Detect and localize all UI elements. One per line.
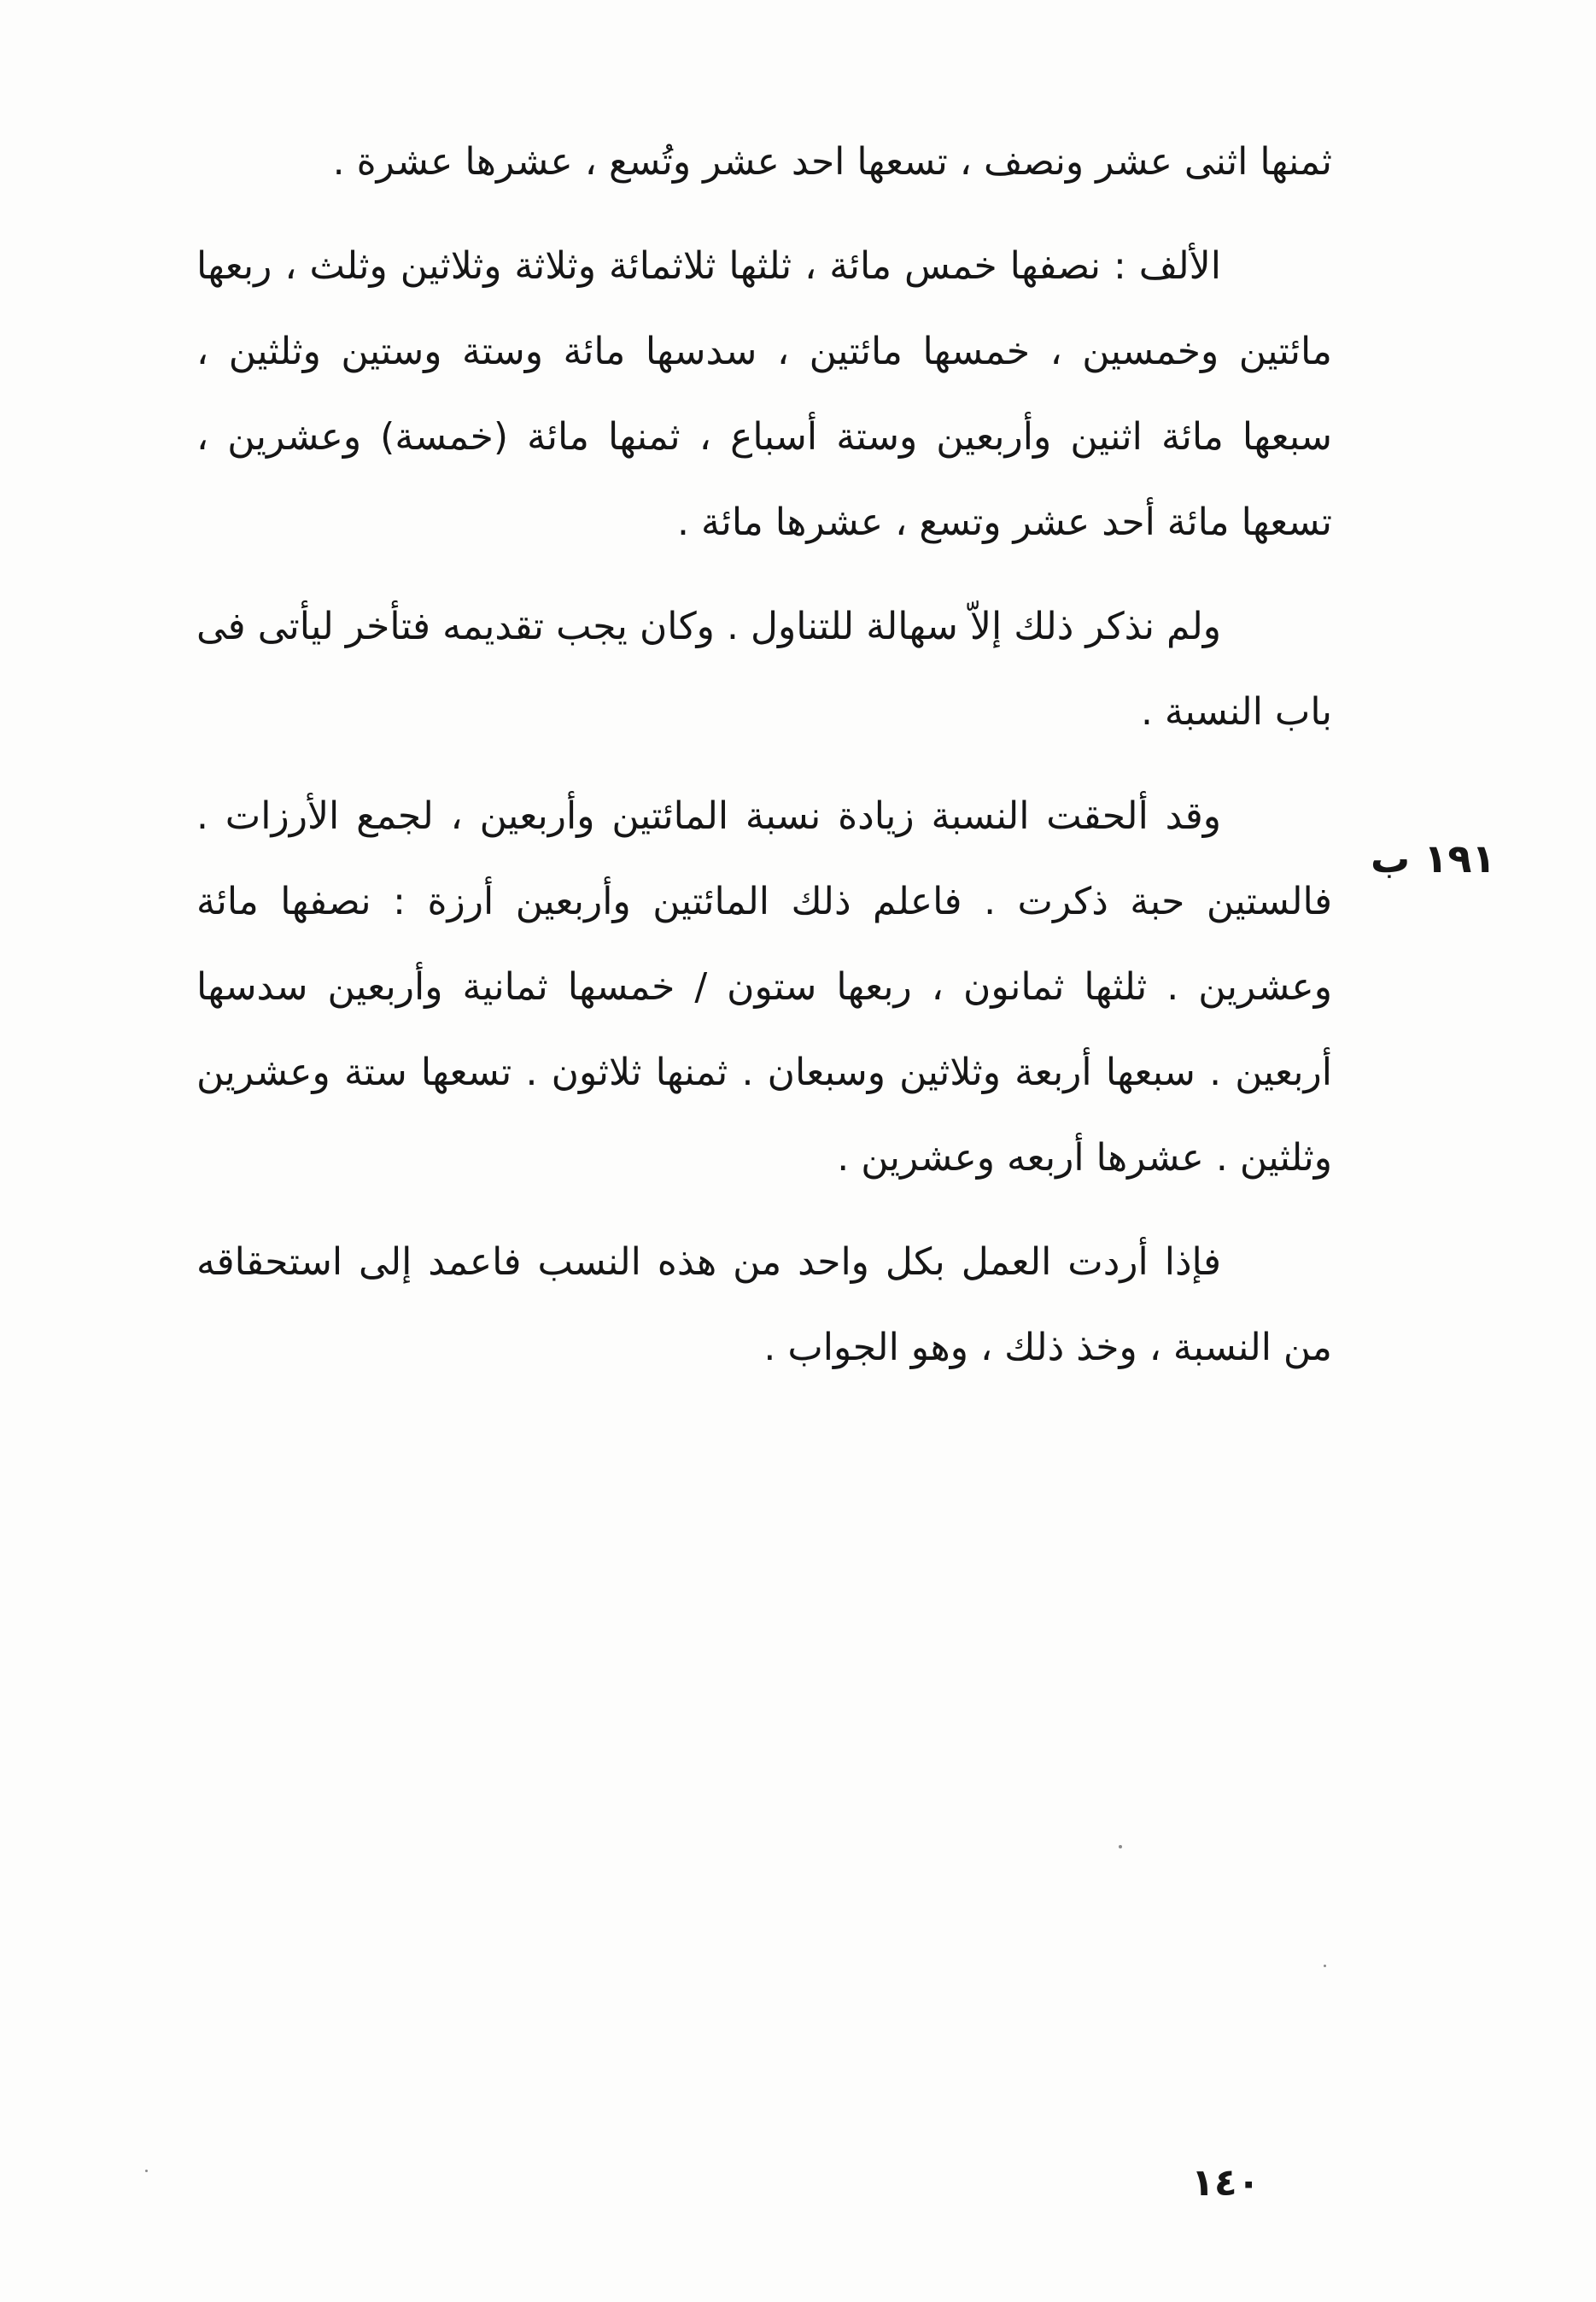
paper-speck <box>1324 1965 1326 1967</box>
paragraph: ثمنها اثنى عشر ونصف ، تسعها احد عشر وتُسع ، عشرها عشرة . <box>332 140 1332 184</box>
main-text <box>196 120 1332 1409</box>
folio-margin-note: ١٩١ ب <box>1371 835 1496 882</box>
paragraph: فإذا أردت العمل بكل واحد من هذه النسب فاعمد إلى استحقاقه من النسبة ، وخذ ذلك ، وهو الجواب . <box>196 1240 1332 1369</box>
paragraph: الألف : نصفها خمس مائة ، ثلثها ثلاثمائة وثلاثة وثلاثين وثلث ، ربعها مائتين وخمسين ، خمسها مائتين ، سدسها مائة وستة وستين وثلثين ، سبعها مائة اثنين وأربعين وستة أسباع ، ثمنها مائة (خمسة) وعشرين ، تسعها مائة أحد عشر وتسع ، عشرها مائة . <box>196 244 1332 544</box>
page-number: ١٤٠ <box>1191 2161 1260 2205</box>
paragraph: وقد ألحقت النسبة زيادة نسبة المائتين وأربعين ، لجمع الأرزات . فالستين حبة ذكرت . فاعلم ذلك المائتين وأربعين أرزة : نصفها مائة وعشرين . ثلثها ثمانون ، ربعها ستون / خمسها ثمانية وأربعين سدسها أربعين . سبعها أربعة وثلاثين وسبعان . ثمنها ثلاثون . تسعها ستة وعشرين وثلثين . عشرها أربعه وعشرين . <box>196 794 1332 1180</box>
paper-speck <box>1119 1845 1122 1848</box>
paper-speck <box>145 2170 148 2172</box>
paragraph: ولم نذكر ذلك إلاّ سهالة للتناول . وكان يجب تقديمه فتأخر ليأتى فى باب النسبة . <box>196 605 1332 734</box>
